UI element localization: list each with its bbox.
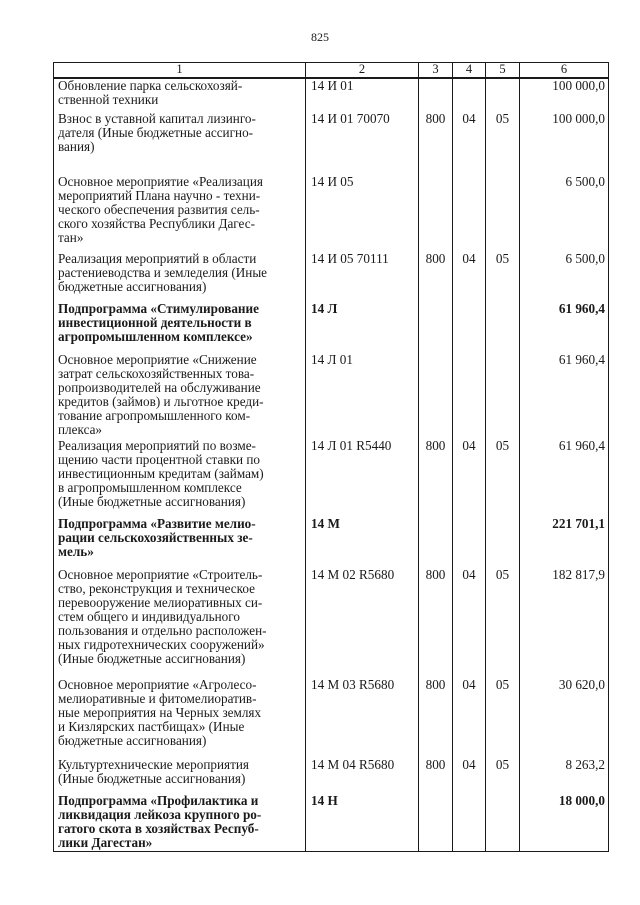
row-col5-cell: 05	[486, 568, 520, 678]
row-code-cell: 14 Н	[306, 794, 419, 852]
row-code-cell: 14 Л	[306, 302, 419, 353]
table-row	[54, 678, 609, 758]
row-col4-cell: 04	[453, 568, 486, 678]
row-amount-cell: 221 701,1	[520, 517, 609, 568]
row-amount-cell: 8 263,2	[520, 758, 609, 794]
row-col3-cell	[419, 175, 453, 252]
column-header: 2	[306, 63, 419, 78]
row-col4-cell	[453, 175, 486, 252]
row-amount-cell: 100 000,0	[520, 78, 609, 112]
row-col4-cell: 04	[453, 252, 486, 302]
row-code-cell: 14 М	[306, 517, 419, 568]
column-header: 3	[419, 63, 453, 78]
row-name-cell: Основное мероприятие «Снижение затрат сельскохозяйственных това- ропроизводителей на обслуживание кредитов (займов) и льготное креди- тование агропромышленного ком- плекса»	[54, 353, 306, 439]
row-name-cell: Взнос в уставной капитал лизинго- дателя (Иные бюджетные ассигно- вания)	[54, 112, 306, 175]
row-amount-cell: 100 000,0	[520, 112, 609, 175]
row-name-cell: Культуртехнические мероприятия (Иные бюджетные ассигнования)	[54, 758, 306, 794]
row-name-cell: Основное мероприятие «Агролесо- мелиоративные и фитомелиоратив- ные мероприятия на Черных землях и Кизлярских пастбищах» (Иные бюджетные ассигнования)	[54, 678, 306, 758]
row-amount-cell: 30 620,0	[520, 678, 609, 758]
row-col3-cell	[419, 794, 453, 852]
row-col5-cell	[486, 517, 520, 568]
row-col3-cell	[419, 353, 453, 439]
row-col4-cell	[453, 794, 486, 852]
row-amount-cell: 18 000,0	[520, 794, 609, 852]
row-col5-cell: 05	[486, 439, 520, 517]
table-row	[54, 758, 609, 794]
column-header: 5	[486, 63, 520, 78]
row-col4-cell	[453, 78, 486, 112]
row-name-cell: Реализация мероприятий по возме- щению части процентной ставки по инвестиционным кредитам (займам) в агропромышленном комплексе (Иные бюджетные ассигнования)	[54, 439, 306, 517]
row-amount-cell: 6 500,0	[520, 175, 609, 252]
row-name-cell: Подпрограмма «Развитие мелио- рации сельскохозяйственных зе- мель»	[54, 517, 306, 568]
row-code-cell: 14 И 05 70111	[306, 252, 419, 302]
table-row	[54, 78, 609, 112]
row-code-cell: 14 Л 01	[306, 353, 419, 439]
row-col4-cell: 04	[453, 112, 486, 175]
row-name-cell: Реализация мероприятий в области растениеводства и земледелия (Иные бюджетные ассигнования)	[54, 252, 306, 302]
page-number: 825	[311, 30, 329, 44]
row-col5-cell: 05	[486, 758, 520, 794]
row-col3-cell: 800	[419, 568, 453, 678]
row-name-cell: Основное мероприятие «Строитель- ство, реконструкция и техническое перевооружение мелиоративных си- стем общего и индивидуального пользования и отдельно расположен- ных гидротехнических сооружений» (Иные бюджетные ассигнования)	[54, 568, 306, 678]
table-row	[54, 112, 609, 175]
row-code-cell: 14 И 01 70070	[306, 112, 419, 175]
row-col3-cell: 800	[419, 112, 453, 175]
row-name-cell: Обновление парка сельскохозяй- ственной техники	[54, 78, 306, 112]
row-col3-cell: 800	[419, 678, 453, 758]
table-header-row	[54, 63, 609, 78]
row-col5-cell	[486, 175, 520, 252]
row-amount-cell: 6 500,0	[520, 252, 609, 302]
row-col4-cell: 04	[453, 439, 486, 517]
row-col3-cell	[419, 517, 453, 568]
row-name-cell: Подпрограмма «Стимулирование инвестиционной деятельности в агропромышленном комплексе»	[54, 302, 306, 353]
budget-table	[53, 62, 609, 852]
row-col3-cell: 800	[419, 252, 453, 302]
row-code-cell: 14 М 02 R5680	[306, 568, 419, 678]
row-name-cell: Основное мероприятие «Реализация мероприятий Плана научно - техни- ческого обеспечения развития сель- ского хозяйства Республики Дагес- тан»	[54, 175, 306, 252]
row-code-cell: 14 М 04 R5680	[306, 758, 419, 794]
table-row	[54, 517, 609, 568]
row-col3-cell: 800	[419, 758, 453, 794]
row-col3-cell	[419, 78, 453, 112]
table-row	[54, 568, 609, 678]
row-col5-cell	[486, 78, 520, 112]
row-col5-cell: 05	[486, 678, 520, 758]
row-col4-cell: 04	[453, 758, 486, 794]
row-col4-cell: 04	[453, 678, 486, 758]
row-amount-cell: 61 960,4	[520, 353, 609, 439]
column-header: 1	[54, 63, 306, 78]
row-amount-cell: 182 817,9	[520, 568, 609, 678]
row-col4-cell	[453, 353, 486, 439]
row-code-cell: 14 Л 01 R5440	[306, 439, 419, 517]
row-col3-cell: 800	[419, 439, 453, 517]
column-header: 4	[453, 63, 486, 78]
row-col4-cell	[453, 517, 486, 568]
table-row	[54, 302, 609, 353]
column-header: 6	[520, 63, 609, 78]
row-col5-cell: 05	[486, 252, 520, 302]
table-row	[54, 794, 609, 852]
row-col5-cell: 05	[486, 112, 520, 175]
table-row	[54, 439, 609, 517]
row-name-cell: Подпрограмма «Профилактика и ликвидация лейкоза крупного ро- гатого скота в хозяйствах Респуб- лики Дагестан»	[54, 794, 306, 852]
table-row	[54, 353, 609, 439]
row-col5-cell	[486, 302, 520, 353]
row-col3-cell	[419, 302, 453, 353]
table-row	[54, 252, 609, 302]
row-col5-cell	[486, 353, 520, 439]
row-col4-cell	[453, 302, 486, 353]
table-row	[54, 175, 609, 252]
table-body	[54, 78, 609, 852]
row-col5-cell	[486, 794, 520, 852]
row-code-cell: 14 И 01	[306, 78, 419, 112]
row-amount-cell: 61 960,4	[520, 302, 609, 353]
row-code-cell: 14 М 03 R5680	[306, 678, 419, 758]
row-amount-cell: 61 960,4	[520, 439, 609, 517]
row-code-cell: 14 И 05	[306, 175, 419, 252]
